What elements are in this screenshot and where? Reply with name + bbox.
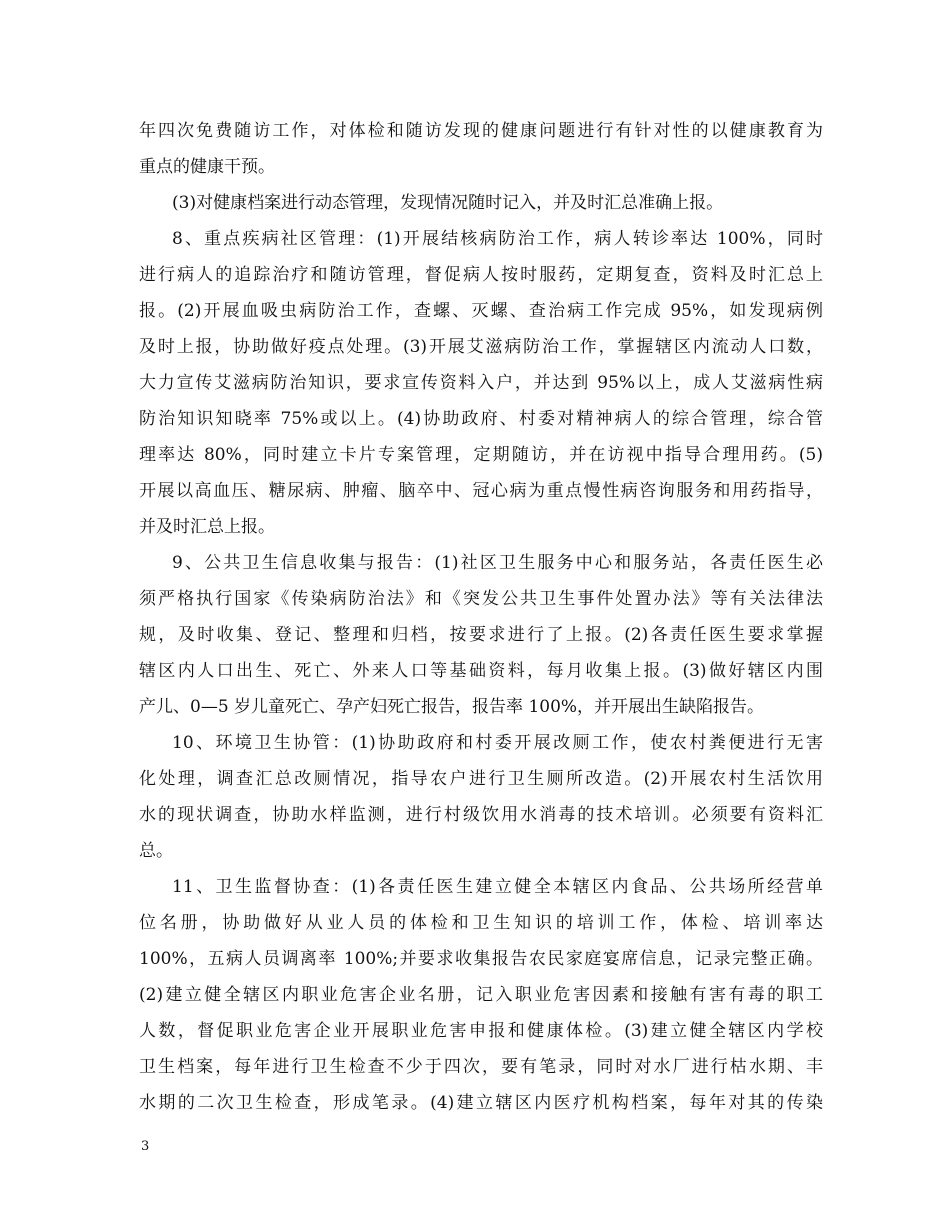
page-number: 3 bbox=[141, 1139, 150, 1154]
text-line: 报。(2)开展血吸虫病防治工作，查螺、灭螺、查治病工作完成 95%，如发现病例 bbox=[139, 301, 823, 321]
text-line: 卫生档案，每年进行卫生检查不少于四次，要有笔录，同时对水厂进行枯水期、丰 bbox=[139, 1057, 823, 1077]
text-line: 人数，督促职业危害企业开展职业危害申报和健康体检。(3)建立健全辖区内学校 bbox=[139, 1021, 823, 1041]
text-line: 8、重点疾病社区管理：(1)开展结核病防治工作，病人转诊率达 100%，同时 bbox=[172, 229, 823, 249]
text-line: 产儿、0—5 岁儿童死亡、孕产妇死亡报告，报告率 100%，并开展出生缺陷报告。 bbox=[139, 697, 765, 717]
text-line: 重点的健康干预。 bbox=[139, 157, 275, 177]
text-line: 10、环境卫生协管：(1)协助政府和村委开展改厕工作，使农村粪便进行无害 bbox=[172, 733, 823, 753]
text-line: 位名册，协助做好从业人员的体检和卫生知识的培训工作，体检、培训率达 bbox=[139, 913, 823, 933]
text-line: (2)建立健全辖区内职业危害企业名册，记入职业危害因素和接触有害有毒的职工 bbox=[139, 985, 823, 1005]
text-line: 100%，五病人员调离率 100%;并要求收集报告农民家庭宴席信息，记录完整正确。 bbox=[139, 949, 823, 969]
text-line: 总。 bbox=[139, 841, 173, 861]
text-line: 年四次免费随访工作，对体检和随访发现的健康问题进行有针对性的以健康教育为 bbox=[139, 121, 823, 141]
text-line: 规，及时收集、登记、整理和归档，按要求进行了上报。(2)各责任医生要求掌握 bbox=[139, 625, 823, 645]
document-body bbox=[139, 113, 823, 1121]
text-line: 及时上报，协助做好疫点处理。(3)开展艾滋病防治工作，掌握辖区内流动人口数， bbox=[139, 337, 823, 357]
text-line: 化处理，调查汇总改厕情况，指导农户进行卫生厕所改造。(2)开展农村生活饮用 bbox=[139, 769, 823, 789]
text-line: 水期的二次卫生检查，形成笔录。(4)建立辖区内医疗机构档案，每年对其的传染 bbox=[139, 1093, 823, 1113]
text-line: 并及时汇总上报。 bbox=[139, 517, 275, 537]
text-line: 9、公共卫生信息收集与报告：(1)社区卫生服务中心和服务站，各责任医生必 bbox=[172, 553, 823, 573]
text-line: 防治知识知晓率 75%或以上。(4)协助政府、村委对精神病人的综合管理，综合管 bbox=[139, 409, 823, 429]
text-line: 辖区内人口出生、死亡、外来人口等基础资料，每月收集上报。(3)做好辖区内围 bbox=[139, 661, 823, 681]
text-line: 水的现状调查，协助水样监测，进行村级饮用水消毒的技术培训。必须要有资料汇 bbox=[139, 805, 823, 825]
text-line: 开展以高血压、糖尿病、肿瘤、脑卒中、冠心病为重点慢性病咨询服务和用药指导， bbox=[139, 481, 823, 501]
text-line: 大力宣传艾滋病防治知识，要求宣传资料入户，并达到 95%以上，成人艾滋病性病 bbox=[139, 373, 823, 393]
text-line: (3)对健康档案进行动态管理，发现情况随时记入，并及时汇总准确上报。 bbox=[172, 193, 724, 213]
text-line: 11、卫生监督协查：(1)各责任医生建立健全本辖区内食品、公共场所经营单 bbox=[172, 877, 823, 897]
text-line: 须严格执行国家《传染病防治法》和《突发公共卫生事件处置办法》等有关法律法 bbox=[139, 589, 823, 609]
text-line: 理率达 80%，同时建立卡片专案管理，定期随访，并在访视中指导合理用药。(5) bbox=[139, 445, 823, 465]
text-line: 进行病人的追踪治疗和随访管理，督促病人按时服药，定期复查，资料及时汇总上 bbox=[139, 265, 823, 285]
